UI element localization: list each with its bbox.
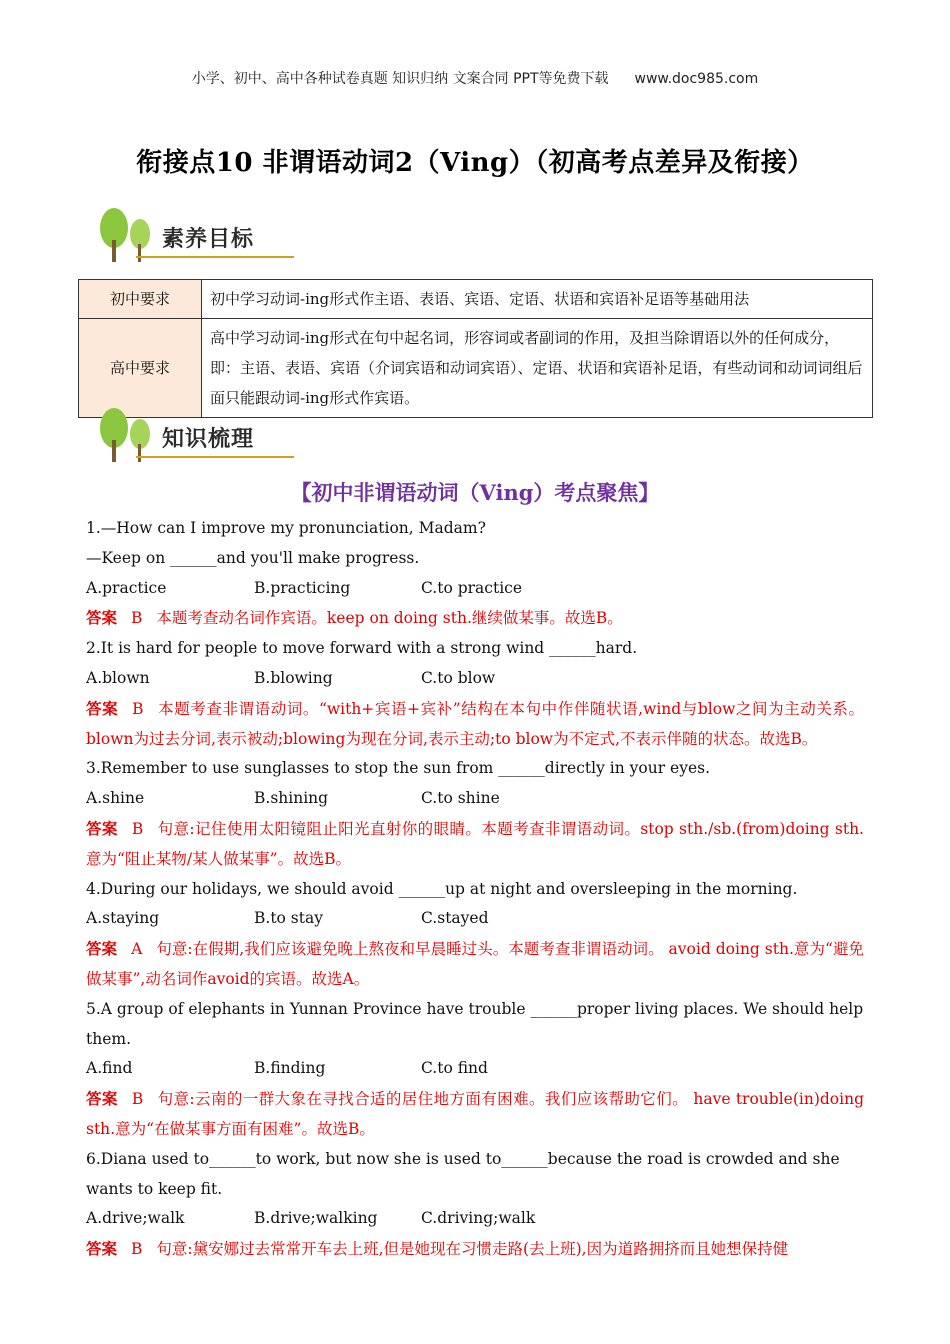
option-c: C.stayed <box>421 909 489 928</box>
answer-tag: 答案 <box>86 1089 118 1109</box>
question-options <box>86 784 864 814</box>
answer-explanation: 本题考查非谓语动词。“with+宾语+宾补”结构在本句中作伴随状语,wind与blow之间为主动关系。blown为过去分词,表示被动;blowing为现在分词,表示主动;to blow为不定式,不表示伴随的状态。故选B。 <box>86 699 864 748</box>
option-b: B.drive;walking <box>254 1209 378 1228</box>
option-c: C.to blow <box>421 668 496 687</box>
section-underline <box>136 456 294 458</box>
section-label-knowledge: 知识梳理 <box>162 427 255 452</box>
answer-line <box>86 603 864 634</box>
answer-line <box>86 1234 864 1265</box>
option-b: B.blowing <box>254 668 333 687</box>
question-options <box>86 1204 864 1234</box>
question-options <box>86 574 864 604</box>
section-heading-knowledge <box>96 404 306 468</box>
req-value-senior: 高中学习动词-ing形式在句中起名词，形容词或者副词的作用，及担当除谓语以外的任何成分，即：主语、表语、宾语（介词宾语和动词宾语）、定语、状语和宾语补足语，有些动词和动词词组后面只能跟动词-ing形式作宾语。 <box>202 319 873 418</box>
question-options <box>86 1054 864 1084</box>
section-label-goals: 素养目标 <box>162 227 255 252</box>
tree-icon <box>96 404 160 464</box>
option-a: A.drive;walk <box>86 1209 185 1228</box>
page-header <box>0 68 950 88</box>
answer-explanation: 句意:云南的一群大象在寻找合适的居住地方面有困难。我们应该帮助它们。 have trouble(in)doing sth.意为“在做某事方面有困难”。故选B。 <box>86 1090 864 1138</box>
answer-tag: 答案 <box>86 1239 118 1259</box>
answer-letter: B <box>131 1240 143 1259</box>
option-c: C.to shine <box>421 789 500 808</box>
req-key-senior: 高中要求 <box>79 319 202 418</box>
answer-line <box>86 1084 864 1145</box>
question-options <box>86 904 864 934</box>
option-b: B.shining <box>254 789 329 808</box>
answer-letter: B <box>131 819 144 838</box>
option-b: B.practicing <box>254 578 351 597</box>
req-key-junior: 初中要求 <box>79 280 202 319</box>
question-list <box>86 514 864 1265</box>
answer-explanation: 本题考查动名词作宾语。keep on doing sth.继续做某事。故选B。 <box>156 609 623 628</box>
focus-title: 【初中非谓语动词（Ving）考点聚焦】 <box>290 480 660 505</box>
answer-explanation: 句意:黛安娜过去常常开车去上班,但是她现在习惯走路(去上班),因为道路拥挤而且她想保持健 <box>156 1240 789 1259</box>
answer-tag: 答案 <box>86 608 118 628</box>
answer-tag: 答案 <box>86 818 118 838</box>
answer-explanation: 句意:记住使用太阳镜阻止阳光直射你的眼睛。本题考查非谓语动词。stop sth./sb.(from)doing sth.意为“阻止某物/某人做某事”。故选B。 <box>86 819 864 868</box>
req-value-junior: 初中学习动词-ing形式作主语、表语、宾语、定语、状语和宾语补足语等基础用法 <box>202 280 873 319</box>
answer-line <box>86 694 864 755</box>
option-a: A.staying <box>86 909 160 928</box>
answer-letter: A <box>131 940 143 959</box>
answer-line <box>86 934 864 995</box>
option-a: A.practice <box>86 578 167 597</box>
tree-icon <box>96 204 160 264</box>
answer-explanation: 句意:在假期,我们应该避免晚上熬夜和早晨睡过头。本题考查非谓语动词。 avoid doing sth.意为“避免做某事”,动名词作avoid的宾语。故选A。 <box>86 940 864 988</box>
table-row <box>79 280 873 319</box>
question-stem: —Keep on ______and you'll make progress. <box>86 548 420 567</box>
question-stem: 3.Remember to use sunglasses to stop the sun from ______directly in your eyes. <box>86 759 711 778</box>
header-site-link[interactable]: www.doc985.com <box>634 71 759 87</box>
option-b: B.to stay <box>254 909 323 928</box>
section-heading-goals <box>96 204 306 268</box>
question-stem: 1.—How can I improve my pronunciation, Madam? <box>86 519 486 537</box>
option-a: A.shine <box>86 789 145 808</box>
section-underline <box>136 256 294 258</box>
question-stem: 5.A group of elephants in Yunnan Province have trouble ______proper living places. We should help them. <box>86 999 864 1048</box>
question-options <box>86 664 864 694</box>
question-stem: 2.It is hard for people to move forward with a strong wind ______hard. <box>86 639 638 658</box>
answer-letter: B <box>131 609 143 628</box>
option-a: A.find <box>86 1059 133 1078</box>
answer-tag: 答案 <box>86 698 119 718</box>
question-stem: 6.Diana used to______to work, but now she is used to______because the road is crowded and she wants to keep fit. <box>86 1149 840 1198</box>
header-text: 小学、初中、高中各种试卷真题 知识归纳 文案合同 PPT等免费下载 <box>191 71 609 87</box>
answer-line <box>86 814 864 875</box>
question-stem: 4.During our holidays, we should avoid ______up at night and oversleeping in the morning. <box>86 879 798 898</box>
answer-letter: B <box>131 1090 144 1109</box>
table-row <box>79 319 873 418</box>
answer-letter: B <box>132 699 144 718</box>
option-c: C.to practice <box>421 578 523 597</box>
answer-tag: 答案 <box>86 939 118 959</box>
requirements-table <box>78 279 873 418</box>
option-a: A.blown <box>86 668 150 687</box>
page-title: 衔接点10 非谓语动词2（Ving）（初高考点差异及衔接） <box>136 148 814 178</box>
option-c: C.driving;walk <box>421 1209 536 1228</box>
option-b: B.finding <box>254 1059 326 1078</box>
option-c: C.to find <box>421 1059 488 1078</box>
